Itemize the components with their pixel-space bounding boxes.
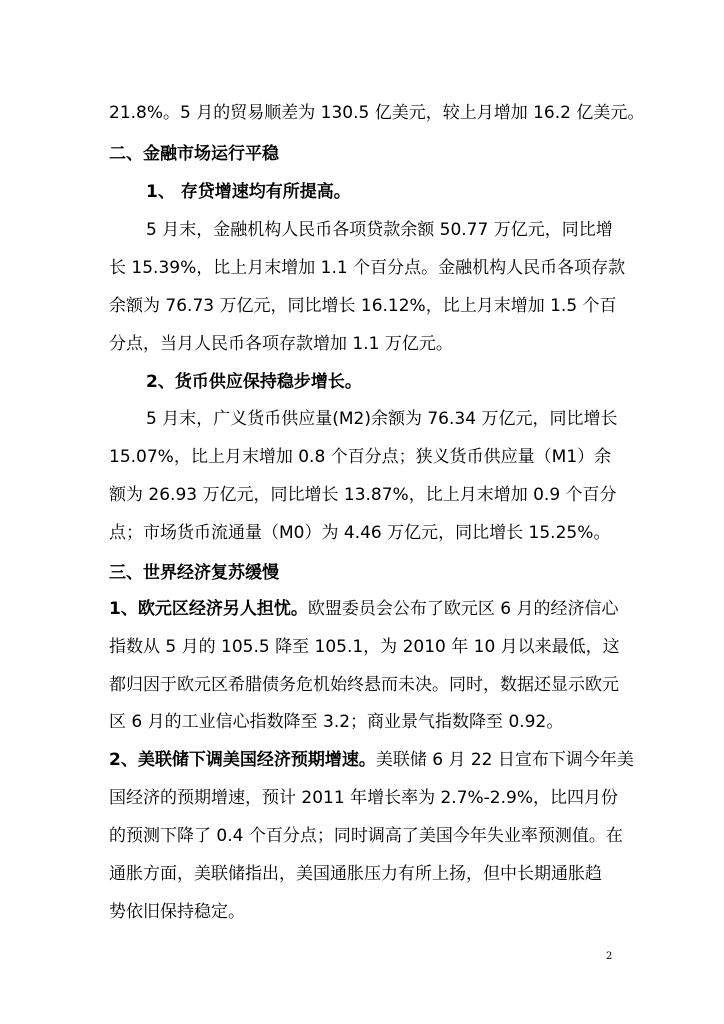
paragraph-line: 21.8%。5 月的贸易顺差为 130.5 亿美元，较上月增加 16.2 亿美元。 — [109, 103, 645, 123]
page-number: 2 — [606, 951, 613, 962]
subheading-deposit-loan: 1、 存贷增速均有所提高。 — [146, 182, 351, 202]
paragraph-line: 5 月末，广义货币供应量(M2)余额为 76.34 万亿元，同比增长 — [146, 409, 618, 429]
paragraph-line: 15.07%，比上月末增加 0.8 个百分点；狭义货币供应量（M1）余 — [109, 447, 612, 467]
paragraph-line: 区 6 月的工业信心指数降至 3.2；商业景气指数降至 0.92。 — [109, 712, 564, 732]
euro-area-text: 欧盟委员会公布了欧元区 6 月的经济信心 — [307, 599, 619, 619]
paragraph-line-euro-area — [109, 597, 618, 621]
paragraph-line: 的预测下降了 0.4 个百分点；同时调高了美国今年失业率预测值。在 — [109, 826, 623, 846]
paragraph-line: 指数从 5 月的 105.5 降至 105.1，为 2010 年 10 月以来最低，这 — [109, 637, 620, 657]
euro-area-lead: 1、欧元区经济另人担忧。 — [109, 599, 308, 619]
paragraph-line-fed — [109, 748, 634, 772]
paragraph-line: 都归因于欧元区希腊债务危机始终悬而未决。同时，数据还显示欧元 — [109, 675, 619, 695]
paragraph-line: 5 月末，金融机构人民币各项贷款余额 50.77 万亿元，同比增 — [146, 220, 613, 240]
subheading-money-supply: 2、货币供应保持稳步增长。 — [146, 372, 362, 392]
paragraph-line: 国经济的预期增速，预计 2011 年增长率为 2.7%-2.9%，比四月份 — [109, 788, 618, 808]
fed-text: 美联储 6 月 22 日宣布下调今年美 — [375, 750, 634, 770]
paragraph-line: 点；市场货币流通量（M0）为 4.46 万亿元，同比增长 15.25%。 — [109, 523, 611, 543]
paragraph-line: 势依旧保持稳定。 — [109, 902, 245, 922]
paragraph-line: 余额为 76.73 万亿元，同比增长 16.12%，比上月末增加 1.5 个百 — [109, 296, 617, 316]
paragraph-line: 通胀方面，美联储指出，美国通胀压力有所上扬，但中长期通胀趋 — [109, 864, 602, 884]
paragraph-line: 分点，当月人民币各项存款增加 1.1 万亿元。 — [109, 334, 453, 354]
fed-lead: 2、美联储下调美国经济预期增速。 — [109, 750, 376, 770]
section-heading-financial-market: 二、金融市场运行平稳 — [109, 144, 279, 164]
paragraph-line: 额为 26.93 万亿元，同比增长 13.87%，比上月末增加 0.9 个百分 — [109, 485, 617, 505]
section-heading-world-economy: 三、世界经济复苏缓慢 — [109, 563, 279, 583]
paragraph-line: 长 15.39%，比上月末增加 1.1 个百分点。金融机构人民币各项存款 — [109, 258, 626, 278]
